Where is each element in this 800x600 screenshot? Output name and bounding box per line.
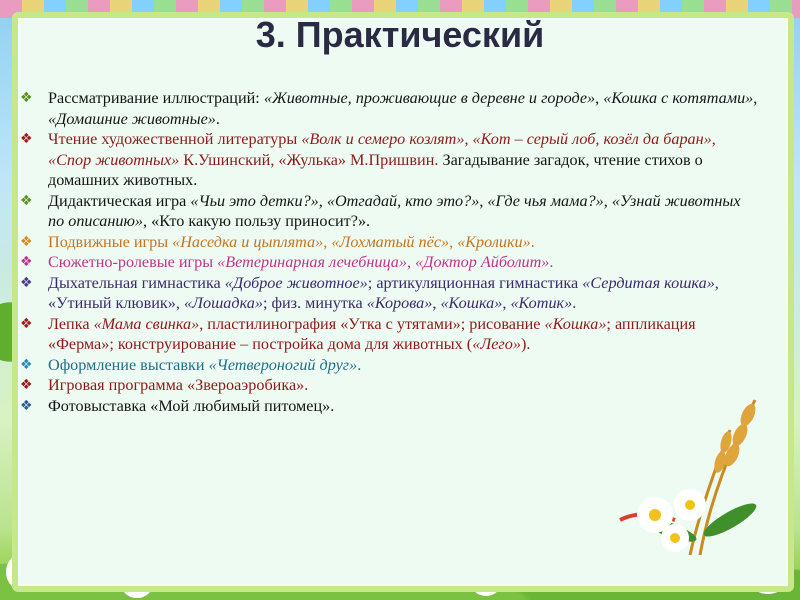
item-text: «Кошка» [544, 314, 607, 333]
item-text: , [479, 191, 488, 210]
item-text: , [449, 232, 458, 251]
item-text: «Домашние животные» [48, 109, 216, 128]
item-text: «Спор животных» [48, 150, 180, 169]
diamond-clover-icon: ❖ [20, 356, 33, 373]
item-text: «Лохматый пёс» [331, 232, 450, 251]
item-text: «Узнай животных по описанию» [48, 191, 741, 230]
list-item [20, 191, 760, 232]
list-item [20, 252, 760, 273]
diamond-clover-icon: ❖ [20, 192, 33, 209]
list-item [20, 129, 760, 191]
wheat-and-daisies-icon [580, 390, 770, 560]
item-text: , [502, 294, 511, 312]
item-text: «Кошка» [440, 294, 503, 312]
item-text: «Волк и семеро козлят» [301, 130, 465, 148]
item-text: «Доброе животное» [224, 273, 368, 292]
item-text: «Доктор Айболит» [415, 253, 550, 271]
item-text: , [464, 130, 473, 148]
item-text: , [603, 191, 612, 210]
diamond-clover-icon: ❖ [20, 377, 33, 393]
item-text: «Сердитая кошка» [582, 273, 715, 292]
item-text: , [323, 232, 332, 251]
list-item [20, 273, 760, 314]
item-text: , [432, 294, 441, 312]
list-item [20, 314, 760, 355]
item-text: ; физ. минутка [262, 294, 367, 312]
item-text: Чтение художественной литературы [48, 130, 302, 148]
item-text: , [753, 89, 758, 107]
item-text: «Лего» [472, 335, 521, 353]
diamond-clover-icon: ❖ [20, 397, 33, 414]
diamond-clover-icon: ❖ [20, 274, 33, 291]
item-text: «Кролики» [457, 232, 531, 251]
list-item [20, 232, 760, 253]
item-text: Дыхательная гимнастика [48, 273, 225, 292]
item-text: «Наседка и цыплята» [172, 232, 324, 251]
item-text: «Четвероногий друг» [208, 355, 358, 374]
item-text: К.Ушинский, «Жулька» М.Пришвин. [179, 150, 443, 169]
item-text: Сюжетно-ролевые игры [48, 253, 218, 271]
diamond-clover-icon: ❖ [20, 233, 33, 250]
item-text: , [711, 130, 716, 148]
item-text: «Мама свинка» [93, 314, 200, 333]
item-text: . [549, 253, 554, 271]
diamond-clover-icon: ❖ [20, 254, 33, 270]
item-text: , «Кто какую пользу приносит?». [143, 212, 371, 230]
item-text: «Кот – серый лоб, козёл да баран» [472, 130, 712, 148]
item-text: «Животные, проживающие в деревне и городе» [263, 89, 596, 107]
item-text: «Корова» [366, 294, 433, 312]
item-text: Загадывание загадок, чтение стихов о домашних животных. [48, 150, 703, 189]
item-text: ). [520, 335, 531, 353]
item-text: Оформление выставки [48, 355, 209, 374]
diamond-clover-icon: ❖ [20, 131, 33, 147]
item-text: «Ветеринарная лечебница» [217, 253, 407, 271]
item-text: . [357, 355, 362, 374]
item-text: Фотовыставка «Мой любимый питомец». [48, 396, 335, 415]
item-text: Лепка [48, 314, 94, 333]
item-text: «Отгадай, кто это?» [326, 191, 480, 210]
item-text: , [595, 89, 604, 107]
item-text: . [572, 294, 577, 312]
item-text: «Кошка с котятами» [603, 89, 754, 107]
diamond-clover-icon: ❖ [20, 90, 33, 106]
item-text: Дидактическая игра [48, 191, 191, 210]
diamond-clover-icon: ❖ [20, 315, 33, 332]
activity-list [20, 88, 760, 416]
item-text: ; аппликация «Ферма»; конструирование – постройка дома для животных ( [48, 314, 696, 353]
item-text: «Котик» [510, 294, 573, 312]
item-text: . [215, 109, 220, 128]
item-text: , [318, 191, 327, 210]
item-text: , [406, 253, 416, 271]
item-text: «Чьи это детки?» [190, 191, 319, 210]
slide-title: 3. Практический [255, 14, 545, 55]
item-text: «Лошадка» [183, 294, 263, 312]
item-text: , пластилинография «Утка с утятами»; рисование [199, 314, 545, 333]
list-item [20, 355, 760, 376]
item-text: Игровая программа «Звероаэробика». [48, 376, 309, 394]
item-text: Рассматривание иллюстраций: [48, 89, 264, 107]
list-item [20, 88, 760, 129]
item-text: . [530, 232, 535, 251]
item-text: , «Утиный клювик», [48, 273, 719, 312]
item-text: «Где чья мама?» [487, 191, 604, 210]
item-text: Подвижные игры [48, 232, 173, 251]
item-text: ; артикуляционная гимнастика [367, 273, 583, 292]
